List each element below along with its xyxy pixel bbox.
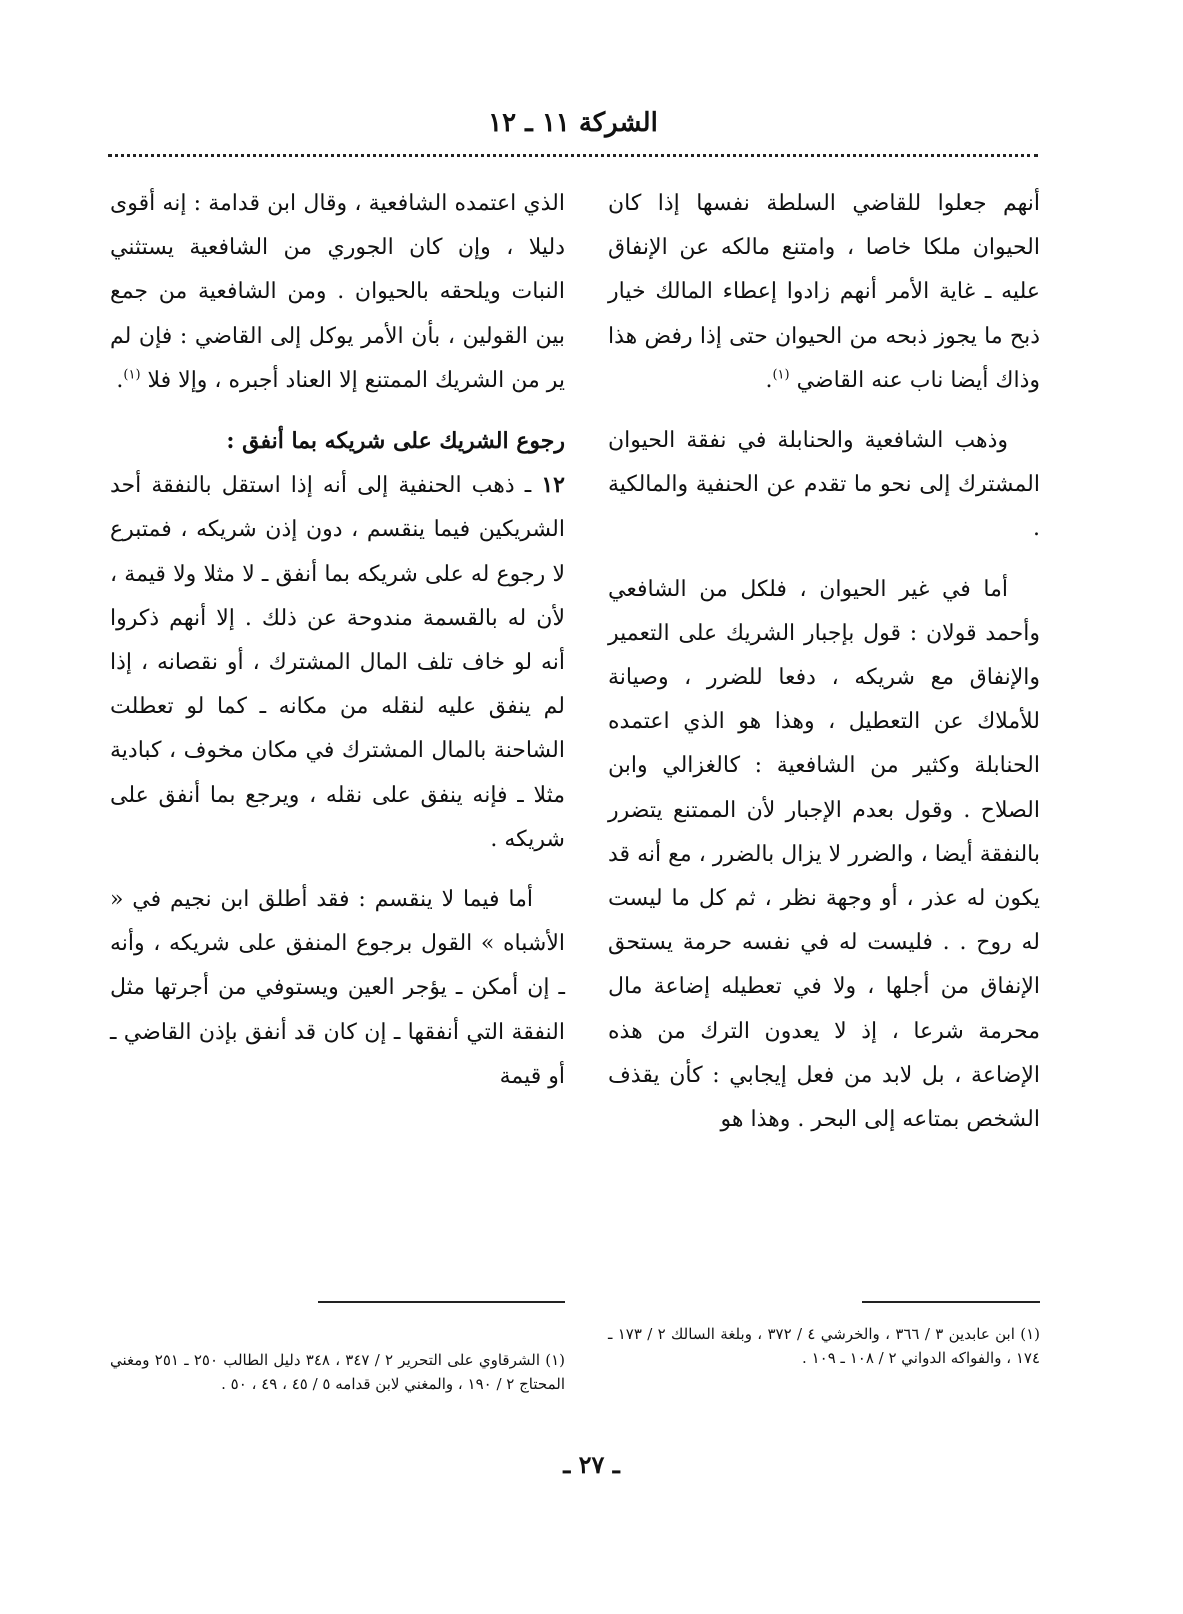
left-paragraph-3: أما فيما لا ينقسم : فقد أطلق ابن نجيم في « الأشباه » القول برجوع المنفق على شريكه ، وأنه ـ إن أمكن ـ يؤجر العين ويستوفي من أجرتها مثل النفقة التي أنفقها ـ إن كان قد أنفق بإذن القاضي ـ أو قيمة — [110, 887, 565, 1089]
section-heading: رجوع الشريك على شريكه بما أنفق : — [226, 428, 565, 455]
footnote-ref-left: (١) — [123, 367, 141, 383]
header-dotted-rule — [108, 154, 1038, 157]
right-paragraph-1: أنهم جعلوا للقاضي السلطة نفسها إذا كان الحيوان ملكا خاصا ، وامتنع مالكه عن الإنفاق عليه ـ غاية الأمر أنهم زادوا إعطاء المالك خيار ذبح ما يجوز ذبحه من الحيوان حتى إذا رفض هذا وذاك أيضا ناب عنه القاضي $^{(١)}$. — [608, 191, 1040, 393]
footnote-rule-left — [318, 1301, 565, 1303]
footnote-rule-right — [862, 1301, 1040, 1303]
right-column — [608, 182, 1040, 1142]
right-paragraph-3: أما في غير الحيوان ، فلكل من الشافعي وأحمد قولان : قول بإجبار الشريك على التعمير والإنفاق مع شريكه ، دفعا للضرر ، وصيانة للأملاك عن التعطيل ، وهذا هو الذي اعتمده الحنابلة وكثير من الشافعية : كالغزالي وابن الصلاح . وقول بعدم الإجبار لأن الممتنع يتضرر بالنفقة أيضا ، والضرر لا يزال بالضرر ، مع أنه قد يكون له عذر ، أو وجهة نظر ، ثم كل ما ليست له روح . . فليست له في نفسه حرمة يستحق الإنفاق من أجلها ، ولا في تعطيله إضاعة مال محرمة شرعا ، إذ لا يعدون الترك من هذه الإضاعة ، بل لابد من فعل إيجابي : كأن يقذف الشخص بمتاعه إلى البحر . وهذا هو — [608, 576, 1040, 1133]
right-paragraph-2: وذهب الشافعية والحنابلة في نفقة الحيوان المشترك إلى نحو ما تقدم عن الحنفية والمالكية . — [608, 428, 1040, 542]
footnote-right: (١) ابن عابدين ٣ / ٣٦٦ ، والخرشي ٤ / ٣٧٢ ، وبلغة السالك ٢ / ١٧٣ ـ ١٧٤ ، والفواكه الدواني ٢ / ١٠٨ ـ ١٠٩ . — [608, 1325, 1040, 1367]
left-paragraph-1: الذي اعتمده الشافعية ، وقال ابن قدامة : إنه أقوى دليلا ، وإن كان الجوري من الشافعية يستثني النبات ويلحقه بالحيوان . ومن الشافعية من جمع بين القولين ، بأن الأمر يوكل إلى القاضي : فإن لم ير من الشريك الممتنع إلا العناد أجبره ، وإلا فلا $^{(١)}$. — [110, 191, 565, 393]
page-number: ـ ٢٧ ـ — [563, 1450, 620, 1479]
footnote-left: (١) الشرقاوي على التحرير ٢ / ٣٤٧ ، ٣٤٨ دليل الطالب ٢٥٠ ـ ٢٥١ ومغني المحتاج ٢ / ١٩٠ ، والمغني لابن قدامه ٥ / ٤٥ ، ٤٩ ، ٥٠ . — [110, 1351, 566, 1393]
footnote-ref-right: (١) — [772, 367, 790, 383]
header-title: الشركة ١١ ـ ١٢ — [488, 108, 658, 138]
paragraph-number: ١٢ — [541, 472, 565, 499]
running-header — [108, 108, 1038, 138]
left-column — [110, 182, 565, 1099]
left-paragraph-2: ١٢ ـ ذهب الحنفية إلى أنه إذا استقل بالنفقة أحد الشريكين فيما ينقسم ، دون إذن شريكه ، فمتبرع لا رجوع له على شريكه بما أنفق ـ لا مثلا ولا قيمة ، لأن له بالقسمة مندوحة عن ذلك . إلا أنهم ذكروا أنه لو خاف تلف المال المشترك ، أو نقصانه ، إذا لم ينفق عليه لنقله من مكانه ـ كما لو تعطلت الشاحنة بالمال المشترك في مكان مخوف ، كبادية مثلا ـ فإنه ينفق على نقله ، ويرجع بما أنفق على شريكه . — [110, 472, 565, 852]
